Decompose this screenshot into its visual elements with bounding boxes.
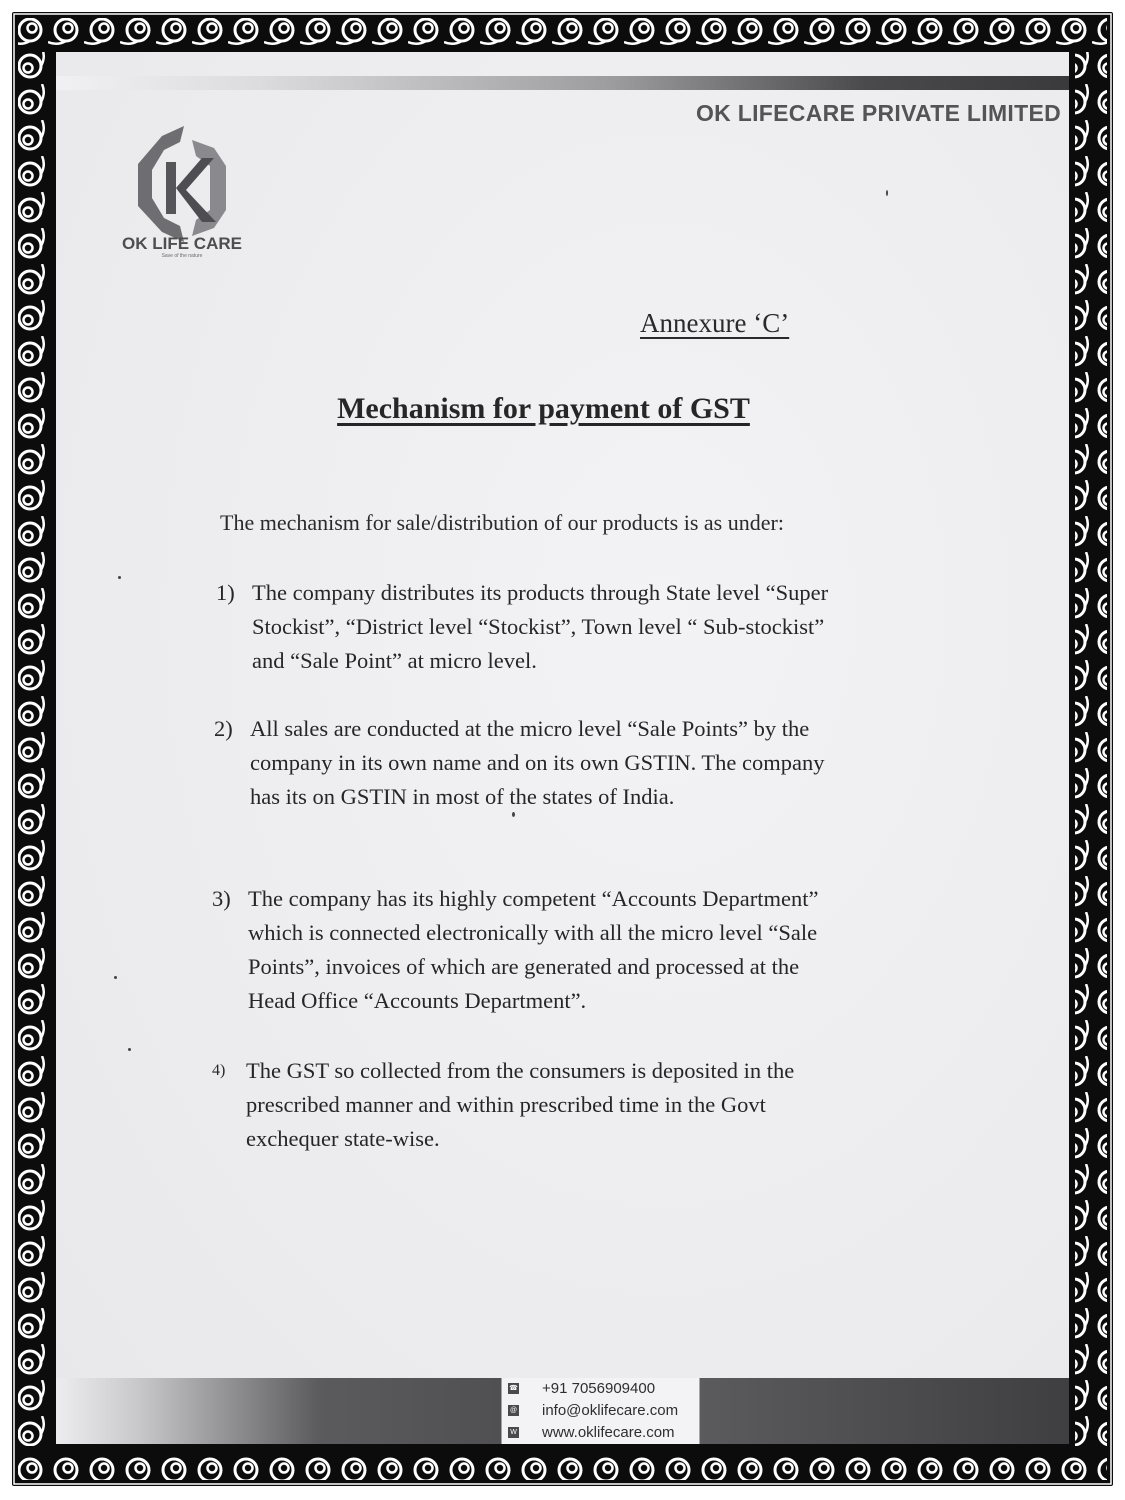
header-bar [56, 76, 1069, 90]
item-line: exchequer state-wise. [246, 1126, 440, 1151]
item-line: and “Sale Point” at micro level. [252, 648, 537, 673]
item-line: The company has its highly competent “Accounts Department” [248, 886, 819, 911]
list-item [212, 1054, 795, 1156]
scan-speck [886, 190, 888, 196]
company-name: OK LIFECARE PRIVATE LIMITED [695, 100, 1061, 126]
item-number: 1) [216, 580, 235, 605]
item-line: Stockist”, “District level “Stockist”, Town level “ Sub-stockist” [252, 614, 825, 639]
item-line: company in its own name and on its own GSTIN. The company [250, 750, 825, 775]
intro-text: The mechanism for sale/distribution of our products is as under: [220, 510, 784, 535]
phone-number: +91 7056909400 [542, 1380, 656, 1397]
item-number: 3) [212, 886, 231, 911]
contact-block [504, 1378, 694, 1444]
scan-speck [118, 576, 121, 579]
item-line: Points”, invoices of which are generated and processed at the [248, 954, 800, 979]
annexure-label: Annexure ‘C’ [640, 308, 790, 338]
scan-speck [128, 1048, 131, 1051]
contact-phone [504, 1378, 694, 1400]
letterhead-page [56, 52, 1069, 1444]
item-line: Head Office “Accounts Department”. [248, 988, 587, 1013]
item-line: The GST so collected from the consumers is deposited in the [246, 1058, 795, 1083]
contact-web [504, 1422, 694, 1444]
email-address: info@oklifecare.com [542, 1402, 679, 1419]
document-title: Mechanism for payment of GST [337, 392, 750, 425]
item-line: has its on GSTIN in most of the states of India. [250, 784, 675, 809]
item-number: 4) [212, 1062, 226, 1079]
item-line: prescribed manner and within prescribed time in the Govt [246, 1092, 766, 1117]
phone-icon: ☎ [509, 1385, 518, 1392]
logo-tagline: Save of the nature [161, 253, 203, 259]
website-url: www.oklifecare.com [542, 1424, 675, 1441]
list-item [212, 882, 819, 1018]
item-line: The company distributes its products through State level “Super [252, 580, 829, 605]
item-number: 2) [214, 716, 233, 741]
list-item [216, 576, 829, 678]
logo-name: OK LIFE CARE [122, 234, 242, 253]
scan-speck [114, 976, 117, 979]
list-item [214, 712, 825, 814]
item-line: All sales are conducted at the micro level “Sale Points” by the [250, 716, 810, 741]
item-line: which is connected electronically with all the micro level “Sale [248, 920, 818, 945]
contact-email [504, 1400, 694, 1422]
email-icon: @ [509, 1407, 518, 1414]
web-icon: W [508, 1427, 519, 1438]
scan-speck [512, 812, 515, 817]
